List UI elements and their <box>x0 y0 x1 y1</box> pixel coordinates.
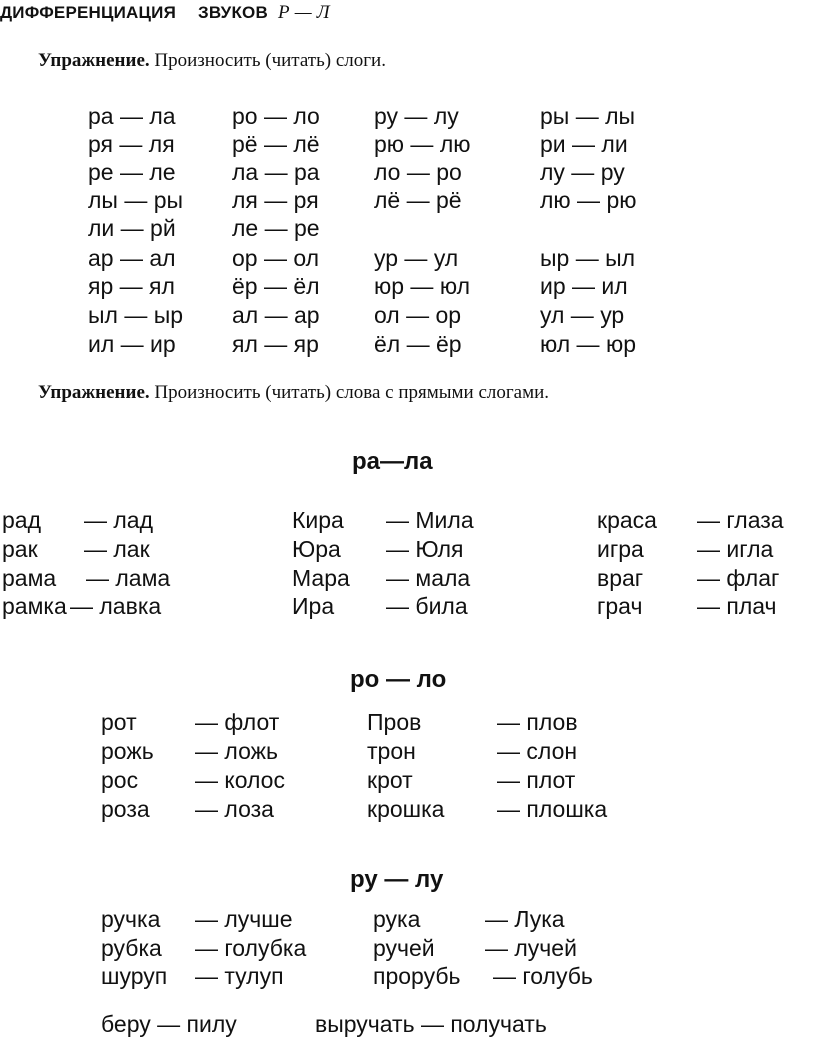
title-sounds: Р — Л <box>277 2 330 23</box>
word-pair: — плот <box>497 767 576 793</box>
word-row <box>101 795 274 824</box>
word: крошка <box>367 796 445 822</box>
syllable-r7c0: ыл — ыр <box>88 302 184 328</box>
syllable-r5c2: ур — ул <box>374 245 459 271</box>
word-pair: — лак <box>84 536 150 562</box>
word-pair: — била <box>386 593 468 619</box>
syllable-r0c3: ры — лы <box>540 103 636 129</box>
page-title <box>0 2 330 24</box>
word-row <box>101 766 285 795</box>
syllable-r6c2: юр — юл <box>374 273 470 299</box>
syllable-r8c1: ял — яр <box>232 331 319 357</box>
word-pair: — лавка <box>70 593 162 619</box>
word: краса <box>597 507 657 533</box>
exercise-2-text: Произносить (читать) слова с прямыми слогами. <box>149 382 550 403</box>
syllable-r8c3: юл — юр <box>540 331 636 357</box>
word-pair: — мала <box>386 565 471 591</box>
syllable-r1c3: ри — ли <box>540 131 628 157</box>
word-pair: — лоза <box>195 796 274 822</box>
word: рос <box>101 767 139 793</box>
section-ru-lu-heading: ру — лу <box>350 866 444 893</box>
word: роза <box>101 796 150 822</box>
exercise-1-instruction <box>38 50 386 72</box>
syllable-r5c3: ыр — ыл <box>540 245 636 271</box>
syllable-r2c0: ре — ле <box>88 159 176 185</box>
word-pair: — Лука <box>485 906 565 932</box>
syllable-r6c0: яр — ял <box>88 273 175 299</box>
syllable-r3c3: лю — рю <box>540 187 637 213</box>
syllable-r2c3: лу — ру <box>540 159 625 185</box>
word-row <box>367 737 577 766</box>
word-pair: — голубка <box>195 935 307 961</box>
title-main2: ЗВУКОВ <box>198 3 268 22</box>
word-row <box>597 564 779 593</box>
title-main: ДИФФЕРЕНЦИАЦИЯ <box>0 3 176 22</box>
word-pair: — лама <box>86 565 171 591</box>
syllable-r1c2: рю — лю <box>374 131 471 157</box>
word: Юра <box>292 536 341 562</box>
syllable-r4c1: ле — ре <box>232 215 320 241</box>
word: враг <box>597 565 644 591</box>
word-row <box>292 592 468 621</box>
word-pair: — плошка <box>497 796 608 822</box>
word-row <box>292 535 463 564</box>
word-pair: — лад <box>84 507 154 533</box>
word-row <box>101 934 306 963</box>
word: ручей <box>373 935 435 961</box>
word-row <box>367 766 575 795</box>
word: ручка <box>101 906 161 932</box>
syllable-r5c0: ар — ал <box>88 245 176 271</box>
word-pair: — лучше <box>195 906 293 932</box>
syllable-r7c1: ал — ар <box>232 302 320 328</box>
word: крот <box>367 767 413 793</box>
word-pair: — голубь <box>493 963 593 989</box>
syllable-r3c1: ля — ря <box>232 187 319 213</box>
word-pair-extra-1: беру — пилу <box>101 1011 237 1037</box>
word-row <box>597 535 773 564</box>
word-pair-extra-2: выручать — получать <box>315 1011 547 1037</box>
word-row <box>101 905 293 934</box>
section-ro-lo-heading: ро — ло <box>350 666 447 693</box>
word: рубка <box>101 935 162 961</box>
syllable-r6c1: ёр — ёл <box>232 273 320 299</box>
word-pair: — слон <box>497 738 578 764</box>
word-row <box>101 962 284 991</box>
word: Пров <box>367 709 422 735</box>
word-pair: — плач <box>697 593 777 619</box>
syllable-r2c2: ло — ро <box>374 159 462 185</box>
word-row <box>292 564 470 593</box>
word: рожь <box>101 738 154 764</box>
exercise-1-label: Упражнение. <box>38 50 150 71</box>
word-pair: — флот <box>195 709 280 735</box>
syllable-r3c2: лё — рё <box>374 187 462 213</box>
word: Мара <box>292 565 350 591</box>
word: рука <box>373 906 421 932</box>
word-pair: — тулуп <box>195 963 284 989</box>
word: шуруп <box>101 963 168 989</box>
word-row <box>101 708 279 737</box>
word-row <box>367 795 607 824</box>
word-pair: — игла <box>697 536 774 562</box>
syllable-r1c1: рё — лё <box>232 131 320 157</box>
word-pair: — Мила <box>386 507 474 533</box>
word: прорубь <box>373 963 461 989</box>
syllable-r4c0: ли — рй <box>88 215 176 241</box>
word-pair: — плов <box>497 709 578 735</box>
word-row <box>2 564 170 593</box>
syllable-r1c0: ря — ля <box>88 131 175 157</box>
word-row <box>292 506 474 535</box>
syllable-r6c3: ир — ил <box>540 273 628 299</box>
syllable-r7c3: ул — ур <box>540 302 625 328</box>
section-ra-la-heading: ра—ла <box>352 448 433 475</box>
exercise-2-label: Упражнение. <box>38 382 150 403</box>
word-row <box>2 535 150 564</box>
word: рамка <box>2 593 67 619</box>
syllable-r5c1: ор — ол <box>232 245 320 271</box>
syllable-r3c0: лы — ры <box>88 187 184 213</box>
word-row <box>101 737 278 766</box>
word-row <box>373 962 593 991</box>
word-pair: — глаза <box>697 507 784 533</box>
word: Кира <box>292 507 344 533</box>
word-pair: — ложь <box>195 738 278 764</box>
word-pair: — флаг <box>697 565 780 591</box>
syllable-r0c2: ру — лу <box>374 103 459 129</box>
word-row <box>597 506 784 535</box>
exercise-1-text: Произносить (читать) слоги. <box>149 50 386 71</box>
syllable-r2c1: ла — ра <box>232 159 320 185</box>
word: Ира <box>292 593 335 619</box>
syllable-r0c1: ро — ло <box>232 103 320 129</box>
word-row <box>2 592 161 621</box>
word-pair: — колос <box>195 767 285 793</box>
exercise-2-instruction <box>38 382 549 404</box>
word-row <box>367 708 578 737</box>
word: рад <box>2 507 42 533</box>
word: рак <box>2 536 38 562</box>
syllable-r0c0: ра — ла <box>88 103 176 129</box>
word-pair: — Юля <box>386 536 464 562</box>
syllable-r8c0: ил — ир <box>88 331 176 357</box>
word: грач <box>597 593 643 619</box>
word-pair: — лучей <box>485 935 577 961</box>
word-row <box>373 934 577 963</box>
word: рама <box>2 565 57 591</box>
word: игра <box>597 536 644 562</box>
word: рот <box>101 709 137 735</box>
syllable-r7c2: ол — ор <box>374 302 462 328</box>
syllable-r8c2: ёл — ёр <box>374 331 462 357</box>
word: трон <box>367 738 416 764</box>
word-row <box>597 592 777 621</box>
word-row <box>373 905 565 934</box>
word-row <box>2 506 153 535</box>
